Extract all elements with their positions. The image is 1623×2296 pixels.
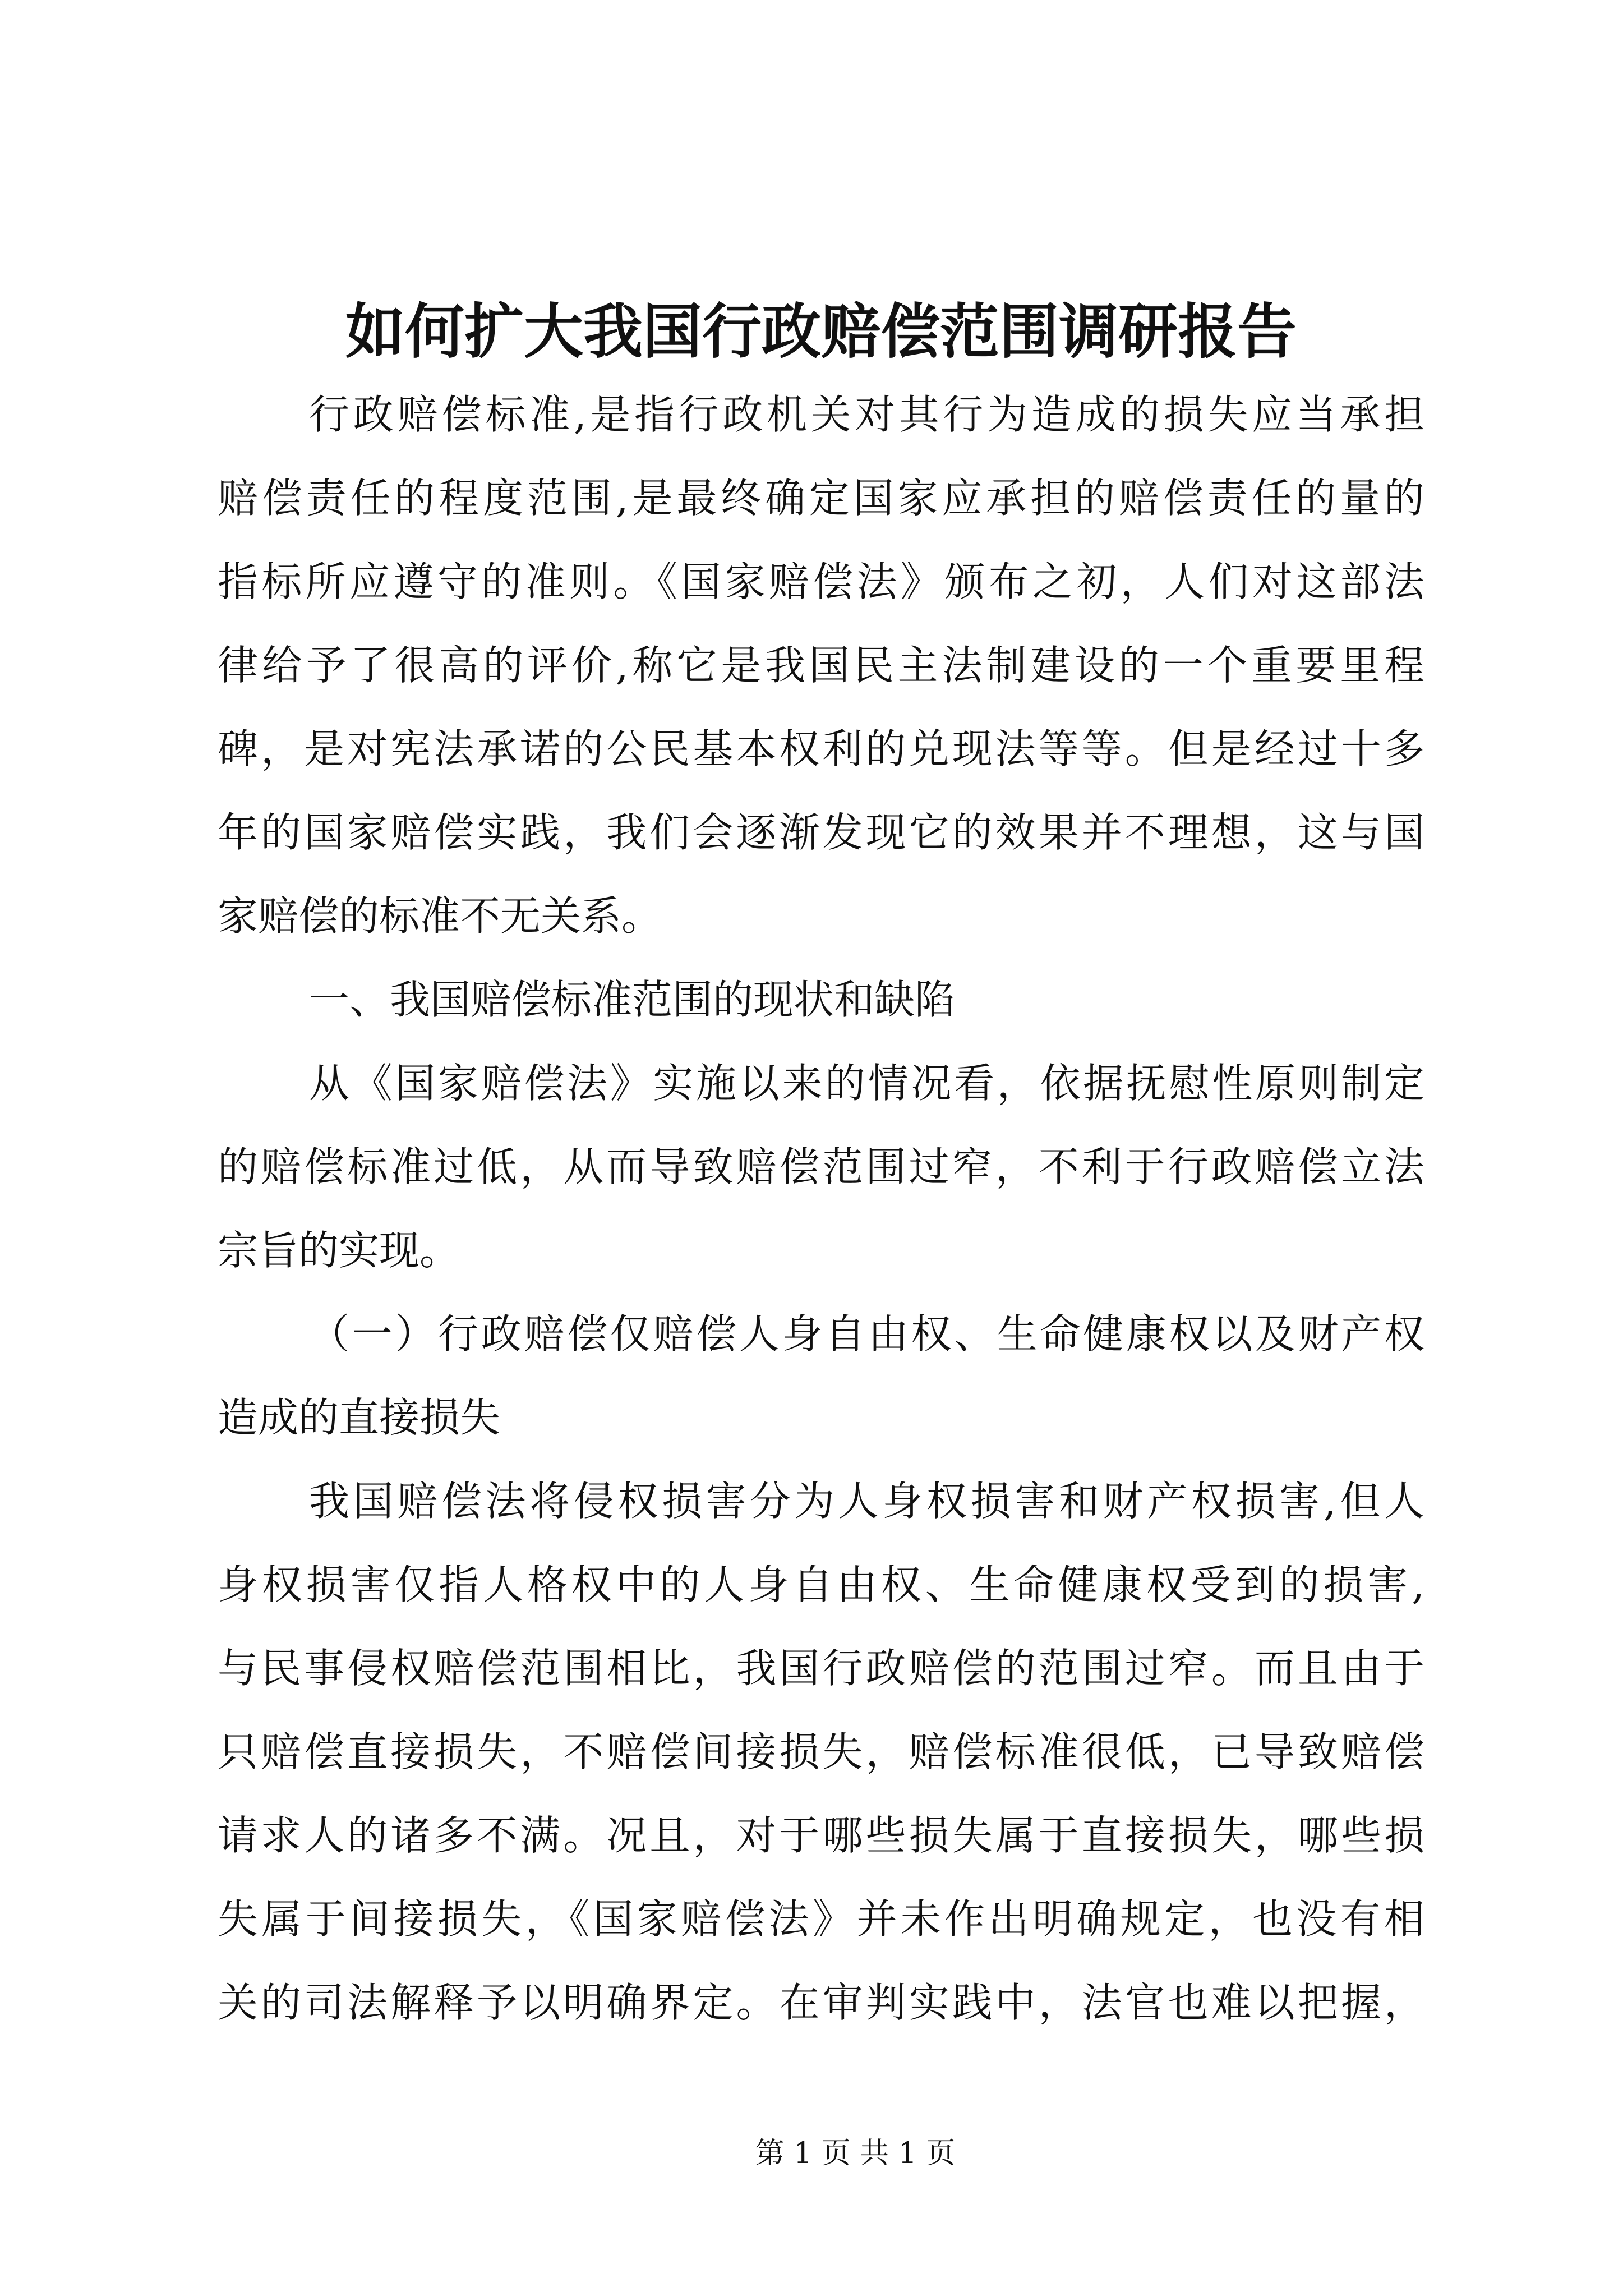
paragraph-line: 家赔偿的标准不无关系。 (218, 892, 662, 940)
paragraph-line: 身权损害仅指人格权中的人身自由权、生命健康权受到的损害, (218, 1561, 1424, 1608)
paragraph-subsection-one (218, 1460, 1424, 2045)
paragraph-section-one (218, 1042, 1424, 1292)
paragraph-line: 与民事侵权赔偿范围相比，我国行政赔偿的范围过窄。而且由于 (218, 1645, 1424, 1692)
paragraph-line: 请求人的诸多不满。况且，对于哪些损失属于直接损失，哪些损 (218, 1812, 1424, 1859)
paragraph-line: 碑，是对宪法承诺的公民基本权利的兑现法等等。但是经过十多 (218, 725, 1424, 772)
paragraph-line: 关的司法解释予以明确界定。在审判实践中，法官也难以把握， (218, 1979, 1424, 2026)
section-heading-line: 一、我国赔偿标准范围的现状和缺陷 (309, 976, 956, 1023)
paragraph-line: 我国赔偿法将侵权损害分为人身权损害和财产权损害,但人 (309, 1478, 1424, 1525)
paragraph-line: 行政赔偿标准,是指行政机关对其行为造成的损失应当承担 (309, 391, 1424, 438)
paragraph-line: 指标所应遵守的准则。《国家赔偿法》颁布之初，人们对这部法 (218, 558, 1424, 605)
section-heading (218, 958, 1424, 1042)
paragraph-line: 的赔偿标准过低，从而导致赔偿范围过窄，不利于行政赔偿立法 (218, 1143, 1424, 1190)
paragraph-line: 年的国家赔偿实践，我们会逐渐发现它的效果并不理想，这与国 (218, 809, 1424, 856)
paragraph-line: 赔偿责任的程度范围,是最终确定国家应承担的赔偿责任的量的 (218, 475, 1424, 522)
paragraph-line: 从《国家赔偿法》实施以来的情况看，依据抚慰性原则制定 (309, 1060, 1424, 1107)
paragraph-line: 只赔偿直接损失，不赔偿间接损失，赔偿标准很低，已导致赔偿 (218, 1728, 1424, 1775)
paragraph-line: 失属于间接损失，《国家赔偿法》并未作出明确规定，也没有相 (218, 1895, 1424, 1943)
subsection-heading (218, 1292, 1424, 1460)
subsection-heading-line: 造成的直接损失 (218, 1394, 501, 1441)
document-title: 如何扩大我国行政赔偿范围调研报告 (345, 296, 1297, 366)
subsection-heading-line: （一）行政赔偿仅赔偿人身自由权、生命健康权以及财产权 (309, 1310, 1424, 1358)
paragraph-line: 律给予了很高的评价,称它是我国民主法制建设的一个重要里程 (218, 642, 1424, 689)
paragraph-line: 宗旨的实现。 (218, 1227, 460, 1274)
document-body (218, 373, 1424, 2045)
paragraph-intro (218, 373, 1424, 958)
page-footer: 第 1 页 共 1 页 (755, 2137, 956, 2170)
